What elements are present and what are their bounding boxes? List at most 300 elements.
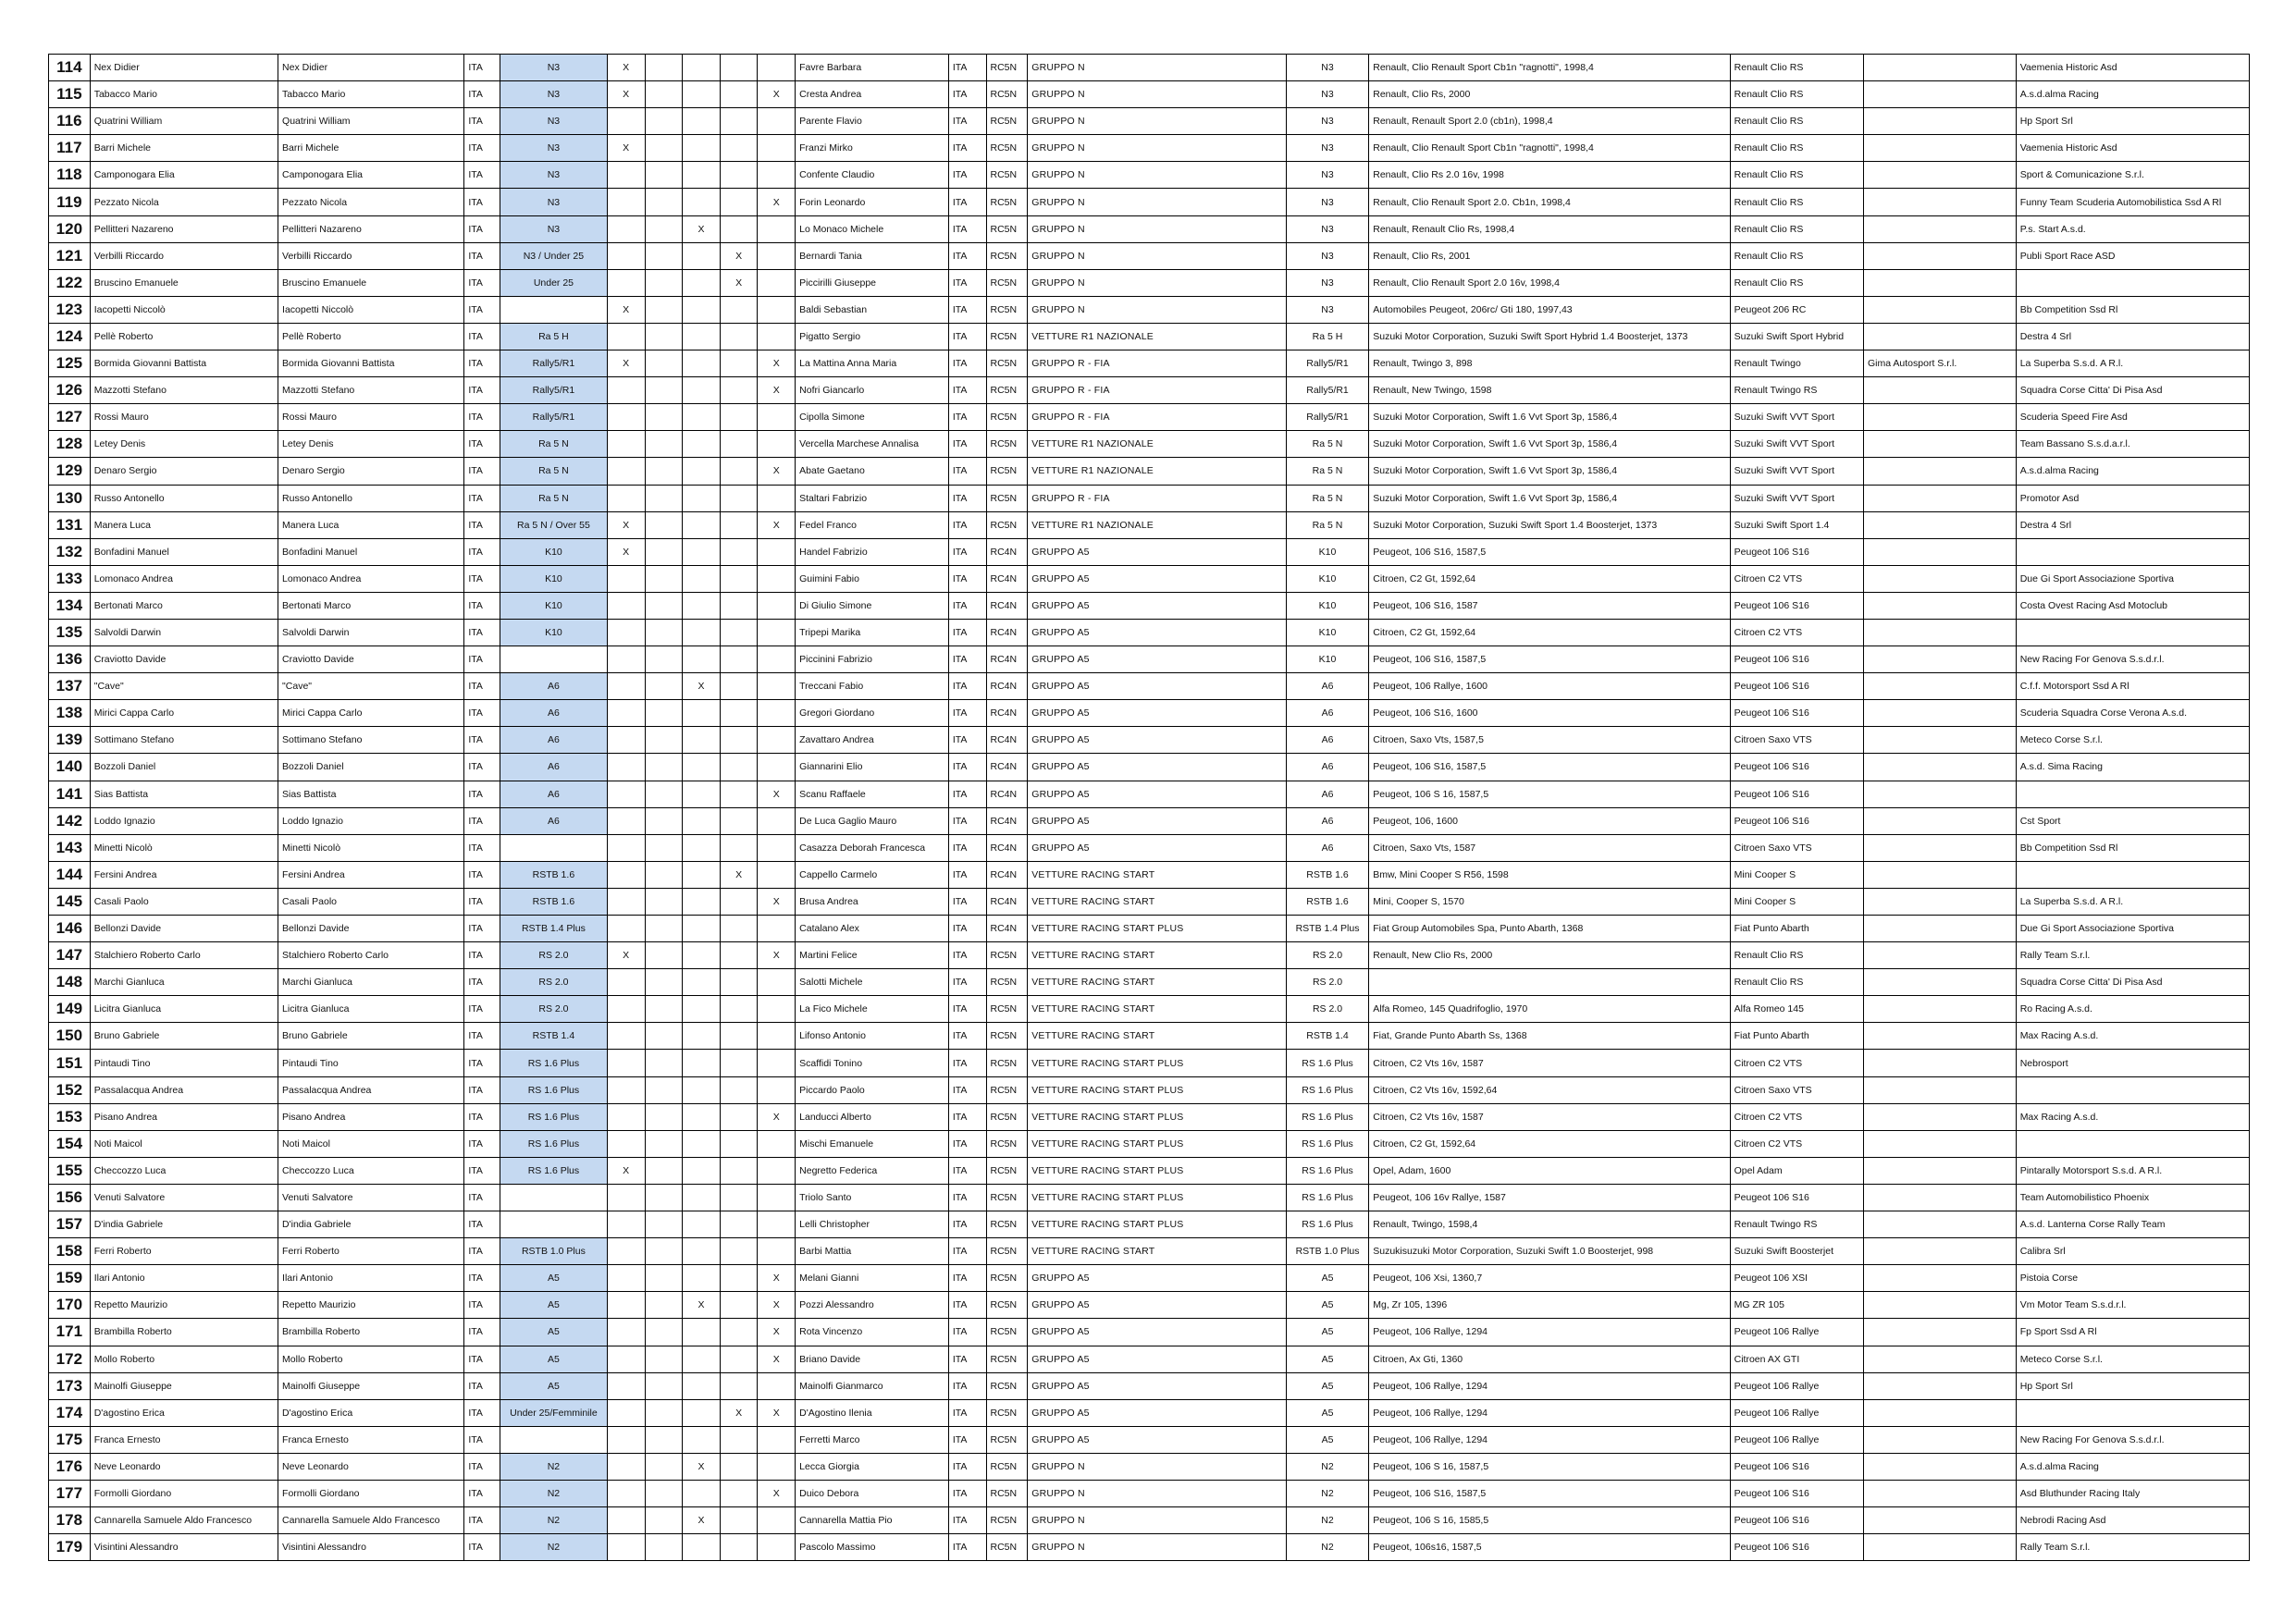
co-driver-nationality-cell: ITA [948, 431, 986, 458]
flag-5-cell [758, 673, 796, 700]
preparer-cell [1864, 1453, 2017, 1480]
co-driver-name-cell: D'Agostino Ilenia [796, 1399, 949, 1426]
co-driver-name-cell: Piccirilli Giuseppe [796, 269, 949, 296]
team-name-cell: A.s.d.alma Racing [2016, 81, 2249, 108]
team-name-cell [2016, 538, 2249, 565]
car-class-cell: RS 1.6 Plus [1286, 1157, 1368, 1184]
team-name-cell: A.s.d. Sima Racing [2016, 754, 2249, 781]
car-group-cell: GRUPPO R - FIA [1028, 404, 1287, 431]
flag-5-cell [758, 55, 796, 81]
car-description-cell: Renault, New Clio Rs, 2000 [1369, 942, 1730, 969]
driver-name-cell: Barri Michele [90, 135, 278, 162]
race-number-cell: 114 [49, 55, 91, 81]
preparer-cell [1864, 700, 2017, 727]
flag-3-cell [683, 1238, 721, 1265]
team-name-cell: Fp Sport Ssd A Rl [2016, 1319, 2249, 1346]
flag-1-cell [607, 619, 645, 646]
flag-1-cell [607, 242, 645, 269]
flag-5-cell [758, 1534, 796, 1561]
flag-3-cell [683, 807, 721, 834]
driver-name-cell: Mirici Cappa Carlo [90, 700, 278, 727]
flag-2-cell [645, 1238, 683, 1265]
co-driver-name-cell: Martini Felice [796, 942, 949, 969]
car-class-cell: RSTB 1.0 Plus [1286, 1238, 1368, 1265]
flag-3-cell [683, 296, 721, 323]
team-name-cell: Vaemenia Historic Asd [2016, 135, 2249, 162]
nationality-cell: ITA [464, 834, 500, 861]
nationality-cell: ITA [464, 55, 500, 81]
flag-1-cell [607, 1372, 645, 1399]
co-driver-nationality-cell: ITA [948, 646, 986, 673]
team-name-cell: Vaemenia Historic Asd [2016, 55, 2249, 81]
table-row [49, 1076, 2250, 1103]
co-driver-name-cell: Mischi Emanuele [796, 1130, 949, 1157]
flag-1-cell [607, 1103, 645, 1130]
co-driver-name-cell: Favre Barbara [796, 55, 949, 81]
co-driver-name-cell: De Luca Gaglio Mauro [796, 807, 949, 834]
driver-name-cell: Verbilli Riccardo [90, 242, 278, 269]
table-row [49, 1130, 2250, 1157]
flag-2-cell [645, 538, 683, 565]
flag-1-cell [607, 162, 645, 189]
flag-4-cell [720, 81, 758, 108]
car-group-cell: GRUPPO N [1028, 55, 1287, 81]
car-group-cell: GRUPPO A5 [1028, 673, 1287, 700]
car-class-cell: Ra 5 N [1286, 485, 1368, 511]
co-driver-nationality-cell: ITA [948, 807, 986, 834]
flag-5-cell [758, 592, 796, 619]
car-description-cell: Alfa Romeo, 145 Quadrifoglio, 1970 [1369, 996, 1730, 1023]
competitor-name-cell: Passalacqua Andrea [278, 1076, 464, 1103]
flag-1-cell [607, 1534, 645, 1561]
flag-3-cell [683, 108, 721, 135]
car-model-cell: Renault Clio RS [1730, 942, 1863, 969]
flag-3-cell [683, 1211, 721, 1238]
class-category-cell: Rally5/R1 [500, 377, 607, 404]
flag-3-cell [683, 485, 721, 511]
preparer-cell [1864, 1319, 2017, 1346]
car-class-cell: N2 [1286, 1534, 1368, 1561]
class-category-cell: RS 1.6 Plus [500, 1130, 607, 1157]
co-driver-nationality-cell: ITA [948, 1372, 986, 1399]
co-driver-nationality-cell: ITA [948, 727, 986, 754]
competitor-name-cell: Marchi Gianluca [278, 969, 464, 996]
flag-4-cell [720, 1211, 758, 1238]
race-number-cell: 142 [49, 807, 91, 834]
team-name-cell: Cst Sport [2016, 807, 2249, 834]
nationality-cell: ITA [464, 350, 500, 377]
preparer-cell [1864, 727, 2017, 754]
class-category-cell: A5 [500, 1372, 607, 1399]
co-driver-name-cell: Nofri Giancarlo [796, 377, 949, 404]
preparer-cell [1864, 458, 2017, 485]
co-driver-name-cell: Lo Monaco Michele [796, 215, 949, 242]
flag-3-cell [683, 81, 721, 108]
preparer-cell [1864, 1130, 2017, 1157]
flag-5-cell [758, 269, 796, 296]
co-driver-name-cell: Lelli Christopher [796, 1211, 949, 1238]
car-class-cell: A5 [1286, 1372, 1368, 1399]
competitor-name-cell: Visintini Alessandro [278, 1534, 464, 1561]
driver-name-cell: Denaro Sergio [90, 458, 278, 485]
driver-name-cell: Camponogara Elia [90, 162, 278, 189]
car-description-cell: Peugeot, 106 S16, 1587,5 [1369, 646, 1730, 673]
flag-2-cell [645, 1023, 683, 1050]
race-number-cell: 127 [49, 404, 91, 431]
team-name-cell: P.s. Start A.s.d. [2016, 215, 2249, 242]
preparer-cell [1864, 996, 2017, 1023]
flag-3-cell [683, 1076, 721, 1103]
car-class-cell: A6 [1286, 834, 1368, 861]
flag-4-cell [720, 781, 758, 807]
driver-name-cell: Mazzotti Stefano [90, 377, 278, 404]
flag-2-cell [645, 781, 683, 807]
preparer-cell [1864, 861, 2017, 888]
nationality-cell: ITA [464, 807, 500, 834]
co-driver-name-cell: Handel Fabrizio [796, 538, 949, 565]
car-description-cell: Renault, Twingo 3, 898 [1369, 350, 1730, 377]
class-category-cell: K10 [500, 538, 607, 565]
car-model-cell: Peugeot 106 S16 [1730, 1184, 1863, 1211]
flag-3-cell [683, 754, 721, 781]
competitor-name-cell: Craviotto Davide [278, 646, 464, 673]
car-description-cell: Peugeot, 106 Rallye, 1294 [1369, 1319, 1730, 1346]
table-row [49, 1480, 2250, 1506]
car-group-cell: GRUPPO A5 [1028, 1346, 1287, 1372]
driver-name-cell: Noti Maicol [90, 1130, 278, 1157]
driver-name-cell: Pezzato Nicola [90, 189, 278, 215]
flag-4-cell [720, 1453, 758, 1480]
car-class-cell: N3 [1286, 55, 1368, 81]
car-model-cell: Peugeot 106 Rallye [1730, 1399, 1863, 1426]
car-group-cell: GRUPPO N [1028, 296, 1287, 323]
co-driver-name-cell: Lifonso Antonio [796, 1023, 949, 1050]
team-name-cell: Pistoia Corse [2016, 1265, 2249, 1292]
car-class-cell: RS 1.6 Plus [1286, 1211, 1368, 1238]
table-row [49, 108, 2250, 135]
race-number-cell: 157 [49, 1211, 91, 1238]
class-category-cell: RS 2.0 [500, 996, 607, 1023]
nationality-cell: ITA [464, 969, 500, 996]
race-number-cell: 147 [49, 942, 91, 969]
table-row [49, 807, 2250, 834]
flag-2-cell [645, 296, 683, 323]
nationality-cell: ITA [464, 942, 500, 969]
car-class-cell: Rally5/R1 [1286, 350, 1368, 377]
table-row [49, 162, 2250, 189]
car-group-cell: GRUPPO N [1028, 135, 1287, 162]
nationality-cell: ITA [464, 861, 500, 888]
car-class-cell: Ra 5 N [1286, 431, 1368, 458]
driver-name-cell: Fersini Andrea [90, 861, 278, 888]
co-driver-nationality-cell: ITA [948, 350, 986, 377]
flag-2-cell [645, 458, 683, 485]
car-description-cell: Peugeot, 106 Rallye, 1294 [1369, 1399, 1730, 1426]
car-description-cell: Suzuki Motor Corporation, Suzuki Swift Sport 1.4 Boosterjet, 1373 [1369, 511, 1730, 538]
race-number-cell: 158 [49, 1238, 91, 1265]
flag-2-cell [645, 1372, 683, 1399]
flag-3-cell [683, 511, 721, 538]
flag-5-cell [758, 1453, 796, 1480]
class-category-cell: A6 [500, 781, 607, 807]
licence-cell: RC4N [986, 619, 1028, 646]
preparer-cell [1864, 1372, 2017, 1399]
flag-1-cell [607, 1480, 645, 1506]
preparer-cell [1864, 1399, 2017, 1426]
car-model-cell: Peugeot 106 S16 [1730, 592, 1863, 619]
competitor-name-cell: Bruscino Emanuele [278, 269, 464, 296]
car-description-cell: Peugeot, 106 S16, 1587,5 [1369, 1480, 1730, 1506]
flag-3-cell [683, 1157, 721, 1184]
flag-5-cell [758, 1130, 796, 1157]
flag-1-cell: X [607, 81, 645, 108]
co-driver-name-cell: Cappello Carmelo [796, 861, 949, 888]
competitor-name-cell: Pezzato Nicola [278, 189, 464, 215]
flag-4-cell [720, 189, 758, 215]
driver-name-cell: Repetto Maurizio [90, 1292, 278, 1319]
preparer-cell [1864, 242, 2017, 269]
preparer-cell [1864, 807, 2017, 834]
nationality-cell: ITA [464, 1130, 500, 1157]
car-group-cell: GRUPPO A5 [1028, 1426, 1287, 1453]
flag-1-cell [607, 323, 645, 350]
nationality-cell: ITA [464, 458, 500, 485]
competitor-name-cell: Loddo Ignazio [278, 807, 464, 834]
car-description-cell: Citroen, Saxo Vts, 1587 [1369, 834, 1730, 861]
preparer-cell [1864, 431, 2017, 458]
licence-cell: RC4N [986, 700, 1028, 727]
flag-2-cell [645, 619, 683, 646]
car-class-cell: N3 [1286, 189, 1368, 215]
flag-3-cell [683, 1050, 721, 1076]
car-description-cell: Citroen, C2 Gt, 1592,64 [1369, 565, 1730, 592]
flag-4-cell [720, 404, 758, 431]
car-model-cell: Renault Twingo RS [1730, 1211, 1863, 1238]
car-group-cell: GRUPPO N [1028, 1507, 1287, 1534]
flag-2-cell [645, 1211, 683, 1238]
race-number-cell: 175 [49, 1426, 91, 1453]
flag-2-cell [645, 1130, 683, 1157]
flag-5-cell [758, 404, 796, 431]
car-description-cell: Peugeot, 106s16, 1587,5 [1369, 1534, 1730, 1561]
co-driver-name-cell: Duico Debora [796, 1480, 949, 1506]
race-number-cell: 123 [49, 296, 91, 323]
nationality-cell: ITA [464, 888, 500, 915]
car-description-cell: Renault, Clio Renault Sport 2.0. Cb1n, 1998,4 [1369, 189, 1730, 215]
flag-3-cell [683, 565, 721, 592]
class-category-cell: N2 [500, 1534, 607, 1561]
flag-2-cell [645, 592, 683, 619]
flag-2-cell [645, 888, 683, 915]
flag-5-cell [758, 834, 796, 861]
team-name-cell: C.f.f. Motorsport Ssd A Rl [2016, 673, 2249, 700]
race-number-cell: 129 [49, 458, 91, 485]
car-model-cell: Renault Clio RS [1730, 135, 1863, 162]
licence-cell: RC5N [986, 350, 1028, 377]
car-description-cell: Suzuki Motor Corporation, Swift 1.6 Vvt Sport 3p, 1586,4 [1369, 404, 1730, 431]
flag-2-cell [645, 350, 683, 377]
flag-4-cell [720, 916, 758, 942]
driver-name-cell: Pellitteri Nazareno [90, 215, 278, 242]
car-description-cell: Renault, Clio Renault Sport 2.0 16v, 1998,4 [1369, 269, 1730, 296]
preparer-cell [1864, 888, 2017, 915]
driver-name-cell: Russo Antonello [90, 485, 278, 511]
flag-2-cell [645, 323, 683, 350]
car-class-cell: N2 [1286, 1507, 1368, 1534]
team-name-cell: Bb Competition Ssd Rl [2016, 296, 2249, 323]
flag-5-cell: X [758, 1319, 796, 1346]
co-driver-nationality-cell: ITA [948, 1453, 986, 1480]
flag-4-cell [720, 834, 758, 861]
flag-5-cell [758, 1372, 796, 1399]
race-number-cell: 155 [49, 1157, 91, 1184]
race-number-cell: 156 [49, 1184, 91, 1211]
car-description-cell: Peugeot, 106 Rallye, 1294 [1369, 1426, 1730, 1453]
licence-cell: RC4N [986, 754, 1028, 781]
flag-3-cell: X [683, 673, 721, 700]
flag-2-cell [645, 135, 683, 162]
flag-5-cell [758, 1238, 796, 1265]
race-number-cell: 141 [49, 781, 91, 807]
car-model-cell: Peugeot 106 Rallye [1730, 1426, 1863, 1453]
co-driver-name-cell: Fedel Franco [796, 511, 949, 538]
preparer-cell [1864, 1023, 2017, 1050]
car-description-cell: Renault, Renault Sport 2.0 (cb1n), 1998,4 [1369, 108, 1730, 135]
flag-4-cell [720, 1050, 758, 1076]
driver-name-cell: Loddo Ignazio [90, 807, 278, 834]
flag-2-cell [645, 1399, 683, 1426]
car-model-cell: Peugeot 106 S16 [1730, 1480, 1863, 1506]
class-category-cell: Ra 5 N [500, 485, 607, 511]
class-category-cell: RSTB 1.6 [500, 888, 607, 915]
licence-cell: RC5N [986, 1453, 1028, 1480]
preparer-cell [1864, 215, 2017, 242]
licence-cell: RC5N [986, 269, 1028, 296]
nationality-cell: ITA [464, 996, 500, 1023]
flag-3-cell [683, 1346, 721, 1372]
flag-2-cell [645, 1076, 683, 1103]
class-category-cell [500, 1211, 607, 1238]
co-driver-nationality-cell: ITA [948, 485, 986, 511]
co-driver-name-cell: Pascolo Massimo [796, 1534, 949, 1561]
flag-2-cell [645, 1103, 683, 1130]
table-row [49, 350, 2250, 377]
co-driver-name-cell: La Mattina Anna Maria [796, 350, 949, 377]
race-number-cell: 119 [49, 189, 91, 215]
car-description-cell: Fiat Group Automobiles Spa, Punto Abarth, 1368 [1369, 916, 1730, 942]
car-class-cell: Rally5/R1 [1286, 404, 1368, 431]
flag-4-cell [720, 162, 758, 189]
co-driver-name-cell: Salotti Michele [796, 969, 949, 996]
flag-2-cell [645, 162, 683, 189]
team-name-cell: Funny Team Scuderia Automobilistica Ssd A Rl [2016, 189, 2249, 215]
nationality-cell: ITA [464, 404, 500, 431]
car-group-cell: GRUPPO A5 [1028, 646, 1287, 673]
race-number-cell: 148 [49, 969, 91, 996]
nationality-cell: ITA [464, 162, 500, 189]
table-row [49, 673, 2250, 700]
co-driver-nationality-cell: ITA [948, 888, 986, 915]
flag-3-cell [683, 996, 721, 1023]
preparer-cell [1864, 1346, 2017, 1372]
class-category-cell: N3 [500, 215, 607, 242]
co-driver-name-cell: Abate Gaetano [796, 458, 949, 485]
car-class-cell: K10 [1286, 538, 1368, 565]
flag-5-cell: X [758, 781, 796, 807]
car-model-cell: Suzuki Swift Boosterjet [1730, 1238, 1863, 1265]
flag-5-cell: X [758, 458, 796, 485]
car-class-cell: A5 [1286, 1346, 1368, 1372]
car-model-cell: Fiat Punto Abarth [1730, 1023, 1863, 1050]
car-model-cell: Fiat Punto Abarth [1730, 916, 1863, 942]
car-model-cell: Renault Clio RS [1730, 969, 1863, 996]
race-number-cell: 116 [49, 108, 91, 135]
flag-2-cell [645, 431, 683, 458]
team-name-cell: Calibra Srl [2016, 1238, 2249, 1265]
race-number-cell: 171 [49, 1319, 91, 1346]
flag-1-cell: X [607, 1157, 645, 1184]
competitor-name-cell: Bozzoli Daniel [278, 754, 464, 781]
preparer-cell [1864, 323, 2017, 350]
co-driver-nationality-cell: ITA [948, 673, 986, 700]
flag-5-cell: X [758, 1292, 796, 1319]
competitor-name-cell: Casali Paolo [278, 888, 464, 915]
flag-3-cell [683, 323, 721, 350]
licence-cell: RC5N [986, 1534, 1028, 1561]
flag-2-cell [645, 269, 683, 296]
car-group-cell: GRUPPO A5 [1028, 1372, 1287, 1399]
flag-3-cell [683, 834, 721, 861]
driver-name-cell: Mollo Roberto [90, 1346, 278, 1372]
co-driver-name-cell: Catalano Alex [796, 916, 949, 942]
car-group-cell: VETTURE RACING START [1028, 1238, 1287, 1265]
entry-rows [49, 55, 2250, 1561]
class-category-cell: RSTB 1.4 Plus [500, 916, 607, 942]
car-group-cell: GRUPPO R - FIA [1028, 377, 1287, 404]
flag-4-cell [720, 996, 758, 1023]
driver-name-cell: D'india Gabriele [90, 1211, 278, 1238]
nationality-cell: ITA [464, 296, 500, 323]
driver-name-cell: Bellonzi Davide [90, 916, 278, 942]
nationality-cell: ITA [464, 1023, 500, 1050]
flag-3-cell [683, 1534, 721, 1561]
licence-cell: RC5N [986, 1319, 1028, 1346]
flag-5-cell [758, 538, 796, 565]
class-category-cell: RSTB 1.6 [500, 861, 607, 888]
driver-name-cell: Rossi Mauro [90, 404, 278, 431]
flag-4-cell [720, 1103, 758, 1130]
driver-name-cell: Bertonati Marco [90, 592, 278, 619]
flag-4-cell [720, 1372, 758, 1399]
car-group-cell: VETTURE R1 NAZIONALE [1028, 323, 1287, 350]
car-model-cell: Suzuki Swift VVT Sport [1730, 404, 1863, 431]
competitor-name-cell: Manera Luca [278, 511, 464, 538]
car-group-cell: VETTURE R1 NAZIONALE [1028, 458, 1287, 485]
competitor-name-cell: Pellè Roberto [278, 323, 464, 350]
flag-2-cell [645, 700, 683, 727]
car-model-cell: Suzuki Swift Sport 1.4 [1730, 511, 1863, 538]
class-category-cell: RS 1.6 Plus [500, 1157, 607, 1184]
flag-1-cell [607, 1076, 645, 1103]
car-class-cell: A5 [1286, 1265, 1368, 1292]
nationality-cell: ITA [464, 1319, 500, 1346]
car-group-cell: VETTURE RACING START [1028, 942, 1287, 969]
flag-5-cell: X [758, 81, 796, 108]
co-driver-nationality-cell: ITA [948, 700, 986, 727]
class-category-cell: RSTB 1.0 Plus [500, 1238, 607, 1265]
class-category-cell: Under 25/Femminile [500, 1399, 607, 1426]
team-name-cell [2016, 1399, 2249, 1426]
